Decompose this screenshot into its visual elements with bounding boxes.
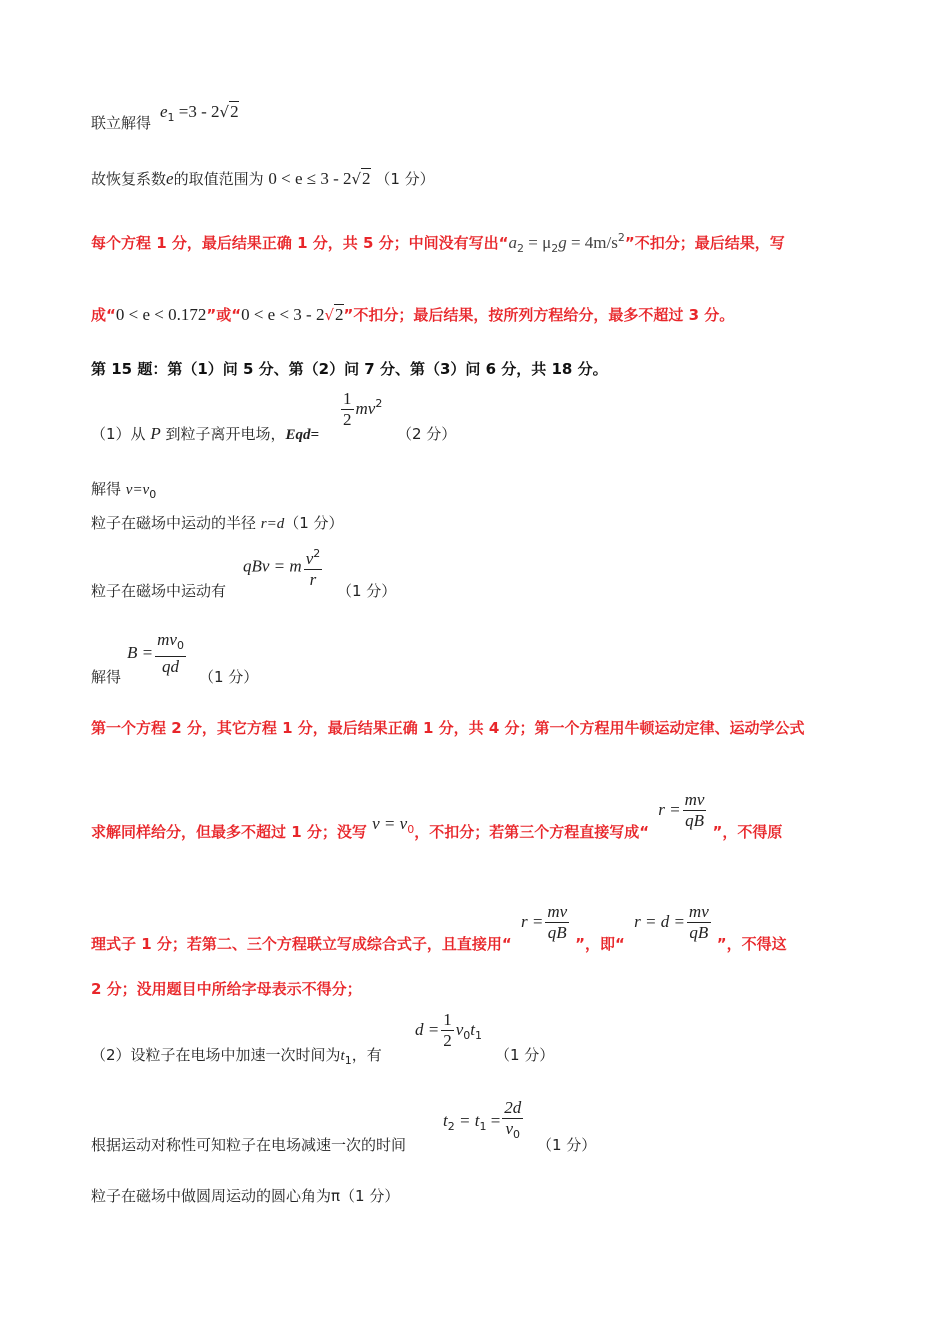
q15-heading: 第 15 题：第（1）问 5 分、第（2）问 7 分、第（3）问 6 分，共 18 分。 [91, 360, 608, 378]
d-formula: d = $\frac{1}{2}$ $v_0t_1$ [415, 1010, 483, 1050]
solve-v-line: 解得 $v=v_0$ [91, 480, 157, 501]
solve-label: 联立解得 [91, 114, 152, 132]
score-note: （1 分） [375, 170, 435, 188]
grading-note-6: 2 分；没用题目中所给字母表示不得分； [91, 980, 362, 998]
decel-time-line: 根据运动对称性可知粒子在电场减速一次的时间 $t_2 = t_1$ = $\frac{2d}{v_0}$ （1 分） [91, 1098, 597, 1154]
score-note: （2 分） [397, 425, 457, 443]
t2-formula: $t_2 = t_1$ = $\frac{2d}{v_0}$ [443, 1098, 522, 1141]
a2-formula: $a_2 = \mu_2g = 4m/s^2$ [508, 231, 625, 255]
radius-line: 粒子在磁场中运动的半径 r=d（1 分） [91, 514, 344, 532]
part2-time-line: （2）设粒子在电场中加速一次时间为$t_1$，有 d = $\frac{1}{2}$ $v_0t_1$ （1 分） [91, 1010, 555, 1067]
grading-note-1: 每个方程 1 分，最后结果正确 1 分，共 5 分；中间没有写出“$a_2 = \mu_2g = 4m/s^2$”不扣分；最后结果，写 [91, 231, 785, 255]
part1-energy-line: （1）从 P 到粒子离开电场，Eqd= $\frac{1}{2}$ $mv^2$ （2 分） [91, 389, 457, 443]
e1-formula: $e_1 =3 - 2√2$ [160, 102, 239, 124]
solve-b-line: 解得 B = $\frac{mv_0}{qd}$ （1 分） [91, 630, 259, 686]
grading-note-5: 理式子 1 分；若第二、三个方程联立写成综合式子，且直接用“ r = $\frac{mv}{qB}$ ”，即“ r = d = $\frac{mv}{qB}$ ”，不得这 [91, 902, 787, 953]
central-angle-line: 粒子在磁场中做圆周运动的圆心角为π（1 分） [91, 1187, 400, 1205]
grading-note-4: 求解同样给分，但最多不超过 1 分；没写 $v = v_0$，不扣分；若第三个方程直接写成“ r = $\frac{mv}{qB}$ ”，不得原 [91, 790, 783, 841]
solve-e1-line [91, 102, 239, 133]
grading-note-2: 成“0 < e < 0.172”或“0 < e < 3 - 2√2”不扣分；最后结果，按所列方程给分，最多不超过 3 分。 [91, 305, 735, 324]
lorentz-formula: qBv = m $\frac{v^2}{r}$ [243, 544, 324, 590]
half-mv2-formula: $\frac{1}{2}$ $mv^2$ [343, 389, 383, 429]
grading-note-3: 第一个方程 2 分，其它方程 1 分，最后结果正确 1 分，共 4 分；第一个方程用牛顿运动定律、运动学公式 [91, 719, 805, 737]
e-range-formula: 0 < e ≤ 3 - 2√2 [268, 169, 371, 188]
lorentz-line: 粒子在磁场中运动有 qBv = m $\frac{v^2}{r}$ （1 分） [91, 580, 226, 601]
b-formula: B = $\frac{mv_0}{qd}$ [127, 630, 184, 676]
e-range-line: 故恢复系数e的取值范围为 0 < e ≤ 3 - 2√2 （1 分） [91, 169, 435, 188]
